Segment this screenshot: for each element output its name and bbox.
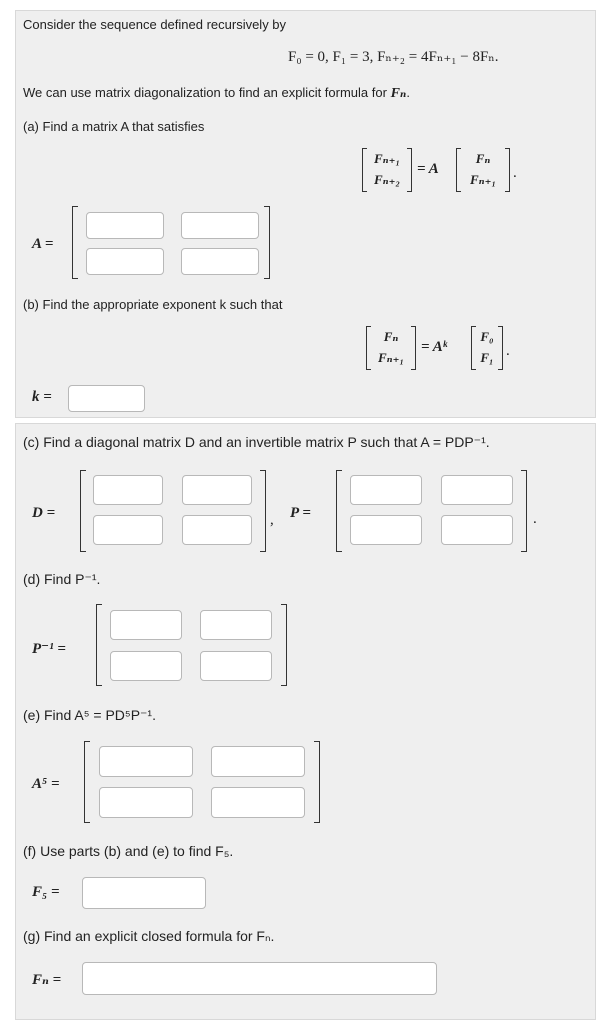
label-F5: F₅ = [32, 884, 60, 900]
matrix-A-cell-1-1[interactable] [86, 212, 164, 239]
diagonalization-variable: Fₙ [390, 86, 407, 101]
matrix-A-cell-2-2[interactable] [181, 248, 259, 275]
matrix-D-cell-1-2[interactable] [182, 475, 252, 505]
recurrence-formula: F₀ = 0, F₁ = 3, Fₙ₊₂ = 4Fₙ₊₁ − 8Fₙ. [288, 49, 499, 65]
matrix-A5-cell-1-1[interactable] [99, 746, 193, 777]
eq-a-period: . [513, 165, 517, 181]
eq-b-rhs-top: F₀ [480, 329, 494, 344]
matrix-P-period: . [533, 511, 537, 527]
Fn-formula-input[interactable] [82, 962, 437, 995]
matrix-P-cell-1-1[interactable] [350, 475, 422, 505]
matrix-Pinv-left-bracket [96, 604, 102, 686]
label-Fn: Fₙ = [32, 972, 62, 988]
part-e-prompt: (e) Find A⁵ = PD⁵P⁻¹. [23, 707, 156, 723]
eq-a-lhs-top: Fₙ₊₁ [373, 151, 401, 166]
diagonalization-sentence: We can use matrix diagonalization to find an explicit formula for Fₙ. [23, 85, 410, 101]
matrix-D-cell-1-1[interactable] [93, 475, 163, 505]
eq-b-lhs-right-bracket [411, 326, 416, 370]
eq-b-rhs-right-bracket [498, 326, 503, 370]
eq-a-lhs-bottom: Fₙ₊₂ [373, 172, 401, 187]
part-c-prompt: (c) Find a diagonal matrix D and an invertible matrix P such that A = PDP⁻¹. [23, 434, 490, 450]
part-g-prompt: (g) Find an explicit closed formula for Fₙ. [23, 928, 275, 944]
matrix-P-cell-2-1[interactable] [350, 515, 422, 545]
eq-b-period: . [506, 343, 510, 359]
matrix-A-left-bracket [72, 206, 78, 279]
matrix-Pinv-right-bracket [281, 604, 287, 686]
eq-a-rhs-top: Fₙ [475, 151, 491, 166]
matrix-Pinv-cell-2-1[interactable] [110, 651, 182, 681]
eq-a-rhs-right-bracket [505, 148, 510, 192]
part-b-prompt: (b) Find the appropriate exponent k such that [23, 297, 283, 312]
matrix-Pinv-cell-1-2[interactable] [200, 610, 272, 640]
matrix-P-left-bracket [336, 470, 342, 552]
matrix-P-cell-1-2[interactable] [441, 475, 513, 505]
part-d-prompt: (d) Find P⁻¹. [23, 571, 101, 587]
eq-a-rhs-bottom: Fₙ₊₁ [469, 172, 497, 187]
matrix-D-right-bracket [260, 470, 266, 552]
k-input[interactable] [68, 385, 145, 412]
label-P-inverse: P⁻¹ = [32, 641, 66, 657]
eq-b-rhs-bottom: F₁ [480, 350, 494, 365]
F5-input[interactable] [82, 877, 206, 909]
label-matrix-D: D = [32, 505, 56, 521]
matrix-D-cell-2-1[interactable] [93, 515, 163, 545]
eq-b-lhs-bottom: Fₙ₊₁ [377, 350, 405, 365]
eq-a-lhs-right-bracket [407, 148, 412, 192]
part-a-prompt: (a) Find a matrix A that satisfies [23, 119, 205, 134]
matrix-A5-cell-1-2[interactable] [211, 746, 305, 777]
matrix-A5-cell-2-1[interactable] [99, 787, 193, 818]
part-f-prompt: (f) Use parts (b) and (e) to find F₅. [23, 843, 234, 859]
matrix-D-left-bracket [80, 470, 86, 552]
matrix-D-cell-2-2[interactable] [182, 515, 252, 545]
intro-text: Consider the sequence defined recursively by [23, 17, 287, 32]
eq-b-middle: = Aᵏ [421, 339, 447, 355]
matrix-D-comma: , [270, 512, 274, 528]
matrix-P-right-bracket [521, 470, 527, 552]
matrix-Pinv-cell-2-2[interactable] [200, 651, 272, 681]
matrix-A5-left-bracket [84, 741, 90, 823]
matrix-Pinv-cell-1-1[interactable] [110, 610, 182, 640]
matrix-A-right-bracket [264, 206, 270, 279]
matrix-A5-cell-2-2[interactable] [211, 787, 305, 818]
matrix-A-cell-2-1[interactable] [86, 248, 164, 275]
label-matrix-A: A = [32, 236, 54, 252]
label-matrix-P: P = [290, 505, 311, 521]
matrix-A-cell-1-2[interactable] [181, 212, 259, 239]
eq-b-lhs-top: Fₙ [383, 329, 399, 344]
eq-a-middle: = A [417, 161, 439, 177]
label-A5: A⁵ = [32, 776, 60, 792]
matrix-A5-right-bracket [314, 741, 320, 823]
diagonalization-text: We can use matrix diagonalization to find an explicit formula for [23, 85, 387, 100]
matrix-P-cell-2-2[interactable] [441, 515, 513, 545]
label-k: k = [32, 389, 52, 405]
